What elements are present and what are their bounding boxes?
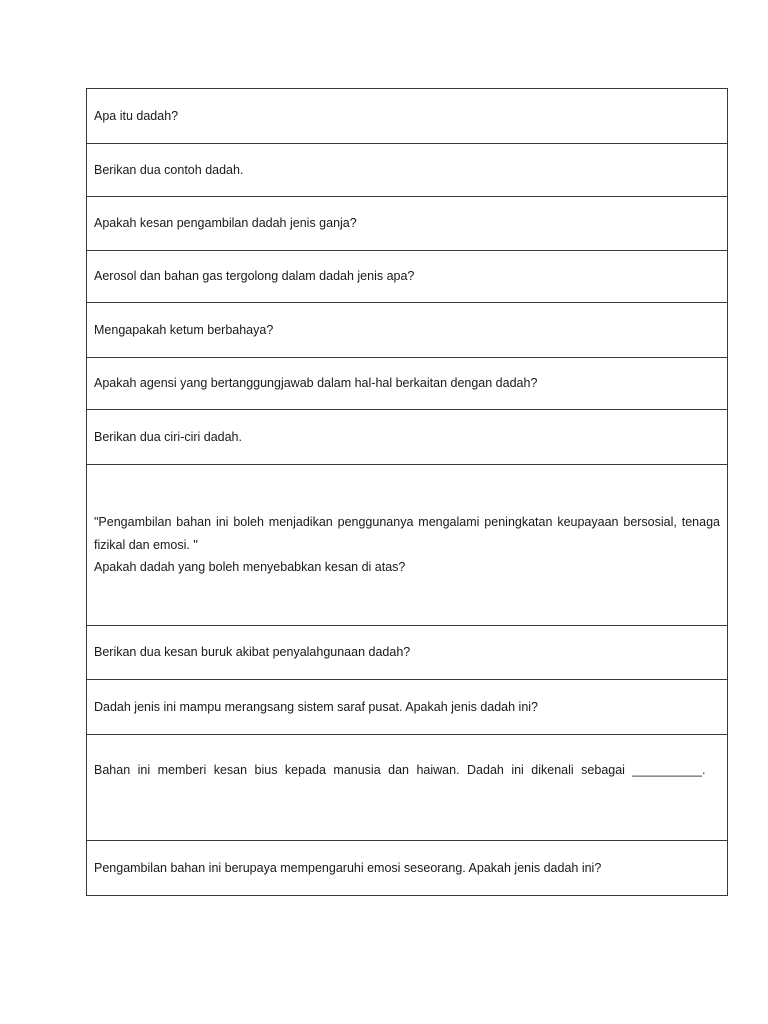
question-row-12 [87, 840, 727, 895]
question-text: Apakah agensi yang bertanggungjawab dalam hal-hal berkaitan dengan dadah? [94, 376, 538, 390]
question-row-8 [87, 464, 727, 625]
question-table [86, 88, 728, 896]
question-text: Apakah dadah yang boleh menyebabkan kesan di atas? [94, 560, 406, 574]
question-row-2 [87, 143, 727, 196]
question-row-10 [87, 679, 727, 734]
question-text: Aerosol dan bahan gas tergolong dalam dadah jenis apa? [94, 269, 415, 283]
question-row-5 [87, 302, 727, 357]
question-text: Berikan dua ciri-ciri dadah. [94, 429, 242, 444]
question-text: Pengambilan bahan ini berupaya mempengaruhi emosi seseorang. Apakah jenis dadah ini? [94, 860, 602, 875]
question-text: Berikan dua contoh dadah. [94, 162, 244, 177]
question-row-6 [87, 357, 727, 409]
question-row-9 [87, 625, 727, 679]
question-text: Dadah jenis ini mampu merangsang sistem saraf pusat. Apakah jenis dadah ini? [94, 699, 539, 714]
question-text: Mengapakah ketum berbahaya? [94, 322, 274, 337]
quote-text: "Pengambilan bahan ini boleh menjadikan penggunanya mengalami peningkatan keupayaan bersosial, tenaga fizikal dan emosi. " [94, 515, 720, 552]
question-row-1 [87, 89, 727, 143]
question-text: Apa itu dadah? [94, 108, 179, 123]
question-row-11 [87, 734, 727, 840]
question-text: Apakah kesan pengambilan dadah jenis ganja? [94, 216, 357, 230]
question-row-3 [87, 196, 727, 250]
question-row-7 [87, 409, 727, 464]
question-row-4 [87, 250, 727, 302]
question-text: Bahan ini memberi kesan bius kepada manusia dan haiwan. Dadah ini dikenali sebagai __________. [94, 763, 706, 777]
question-text: Berikan dua kesan buruk akibat penyalahgunaan dadah? [94, 645, 411, 659]
